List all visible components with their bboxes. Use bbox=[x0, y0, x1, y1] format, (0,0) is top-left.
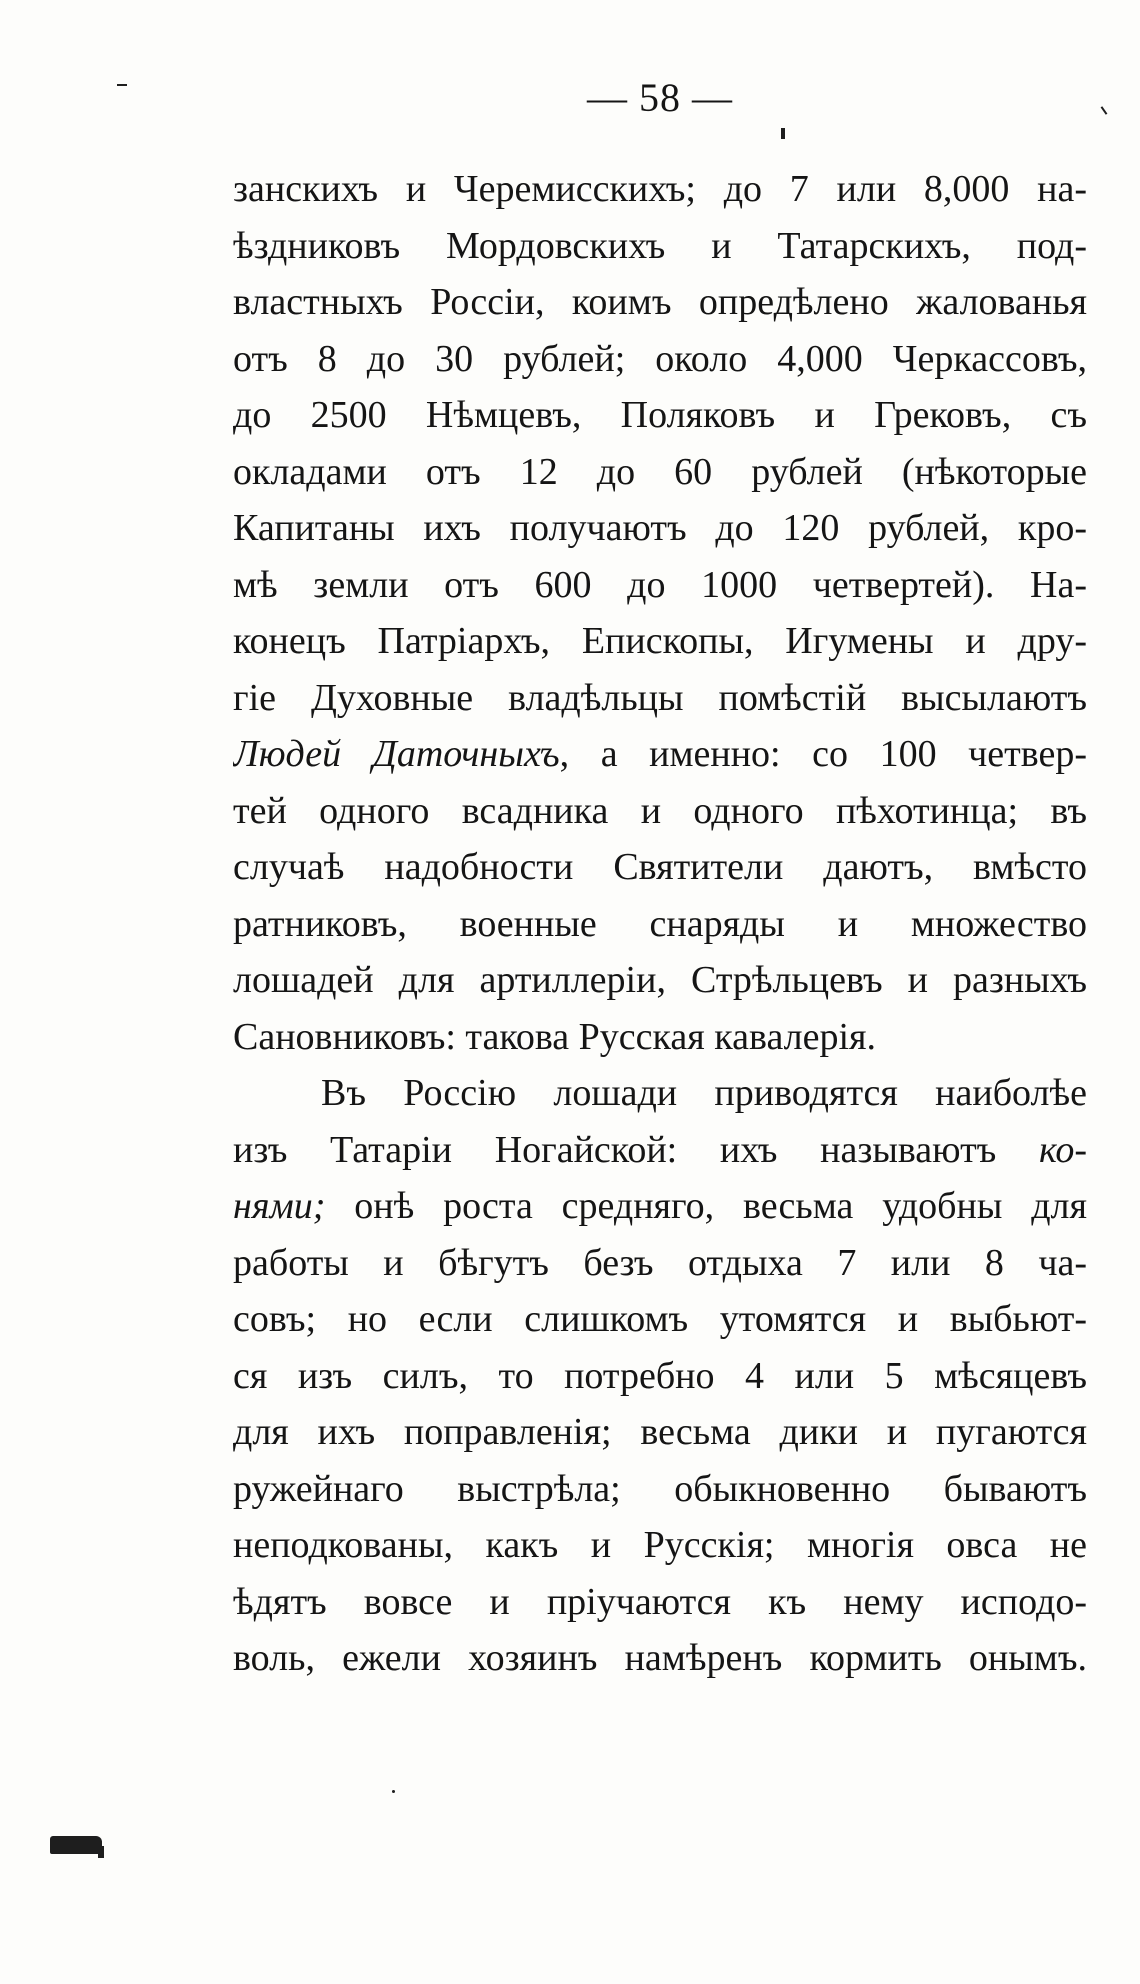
text-run: совъ; но если слишкомъ утомятся и выбьют- bbox=[233, 1298, 1087, 1340]
text-line bbox=[233, 1065, 1087, 1122]
text-run: онѣ роста средняго, весьма удобны для bbox=[325, 1185, 1087, 1227]
text-run: изъ Татаріи Ногайской: ихъ называютъ bbox=[233, 1128, 1040, 1171]
italic-text: ко- bbox=[1039, 1128, 1087, 1171]
text-run: ратниковъ, военные снаряды и множество bbox=[233, 902, 1087, 945]
text-run: Капитаны ихъ получаютъ до 120 рублей, кро- bbox=[233, 507, 1087, 549]
text-line bbox=[233, 726, 1087, 783]
text-run: воль, ежели хозяинъ намѣренъ кормить онымъ. bbox=[233, 1637, 1087, 1679]
italic-text: Людей Даточныхъ bbox=[233, 733, 560, 775]
text-run: конецъ Патріархъ, Епископы, Игумены и дру- bbox=[233, 620, 1087, 662]
text-line bbox=[233, 1122, 1087, 1179]
text-line bbox=[233, 613, 1087, 670]
text-line bbox=[233, 952, 1087, 1009]
text-run: занскихъ и Черемисскихъ; до 7 или 8,000 на- bbox=[233, 168, 1087, 210]
text-line bbox=[233, 387, 1087, 444]
text-run: тей одного всадника и одного пѣхотинца; въ bbox=[233, 789, 1087, 832]
scan-speck bbox=[117, 84, 127, 86]
italic-text: нями; bbox=[233, 1185, 326, 1227]
text-run: , а именно: со 100 четвер- bbox=[559, 733, 1087, 775]
paragraph bbox=[233, 1065, 1087, 1687]
text-line bbox=[233, 1348, 1087, 1405]
text-line bbox=[233, 1574, 1087, 1631]
text-line bbox=[233, 1009, 1087, 1066]
text-line bbox=[233, 1630, 1087, 1687]
text-line bbox=[233, 1404, 1087, 1461]
text-line bbox=[233, 783, 1087, 840]
scan-speck bbox=[1101, 106, 1108, 115]
text-line bbox=[233, 1178, 1087, 1235]
text-line bbox=[233, 218, 1087, 275]
text-line bbox=[233, 1517, 1087, 1574]
text-line bbox=[233, 331, 1087, 388]
text-line bbox=[233, 670, 1087, 727]
scan-speck bbox=[392, 1790, 395, 1793]
text-line bbox=[233, 1291, 1087, 1348]
text-run: властныхъ Россіи, коимъ опредѣлено жалованья bbox=[233, 281, 1087, 323]
text-run: Въ Россію лошади приводятся наиболѣе bbox=[321, 1072, 1087, 1114]
text-run: ружейнаго выстрѣла; обыкновенно бываютъ bbox=[233, 1467, 1087, 1510]
text-line bbox=[233, 274, 1087, 331]
text-run: мѣ земли отъ 600 до 1000 четвертей). На- bbox=[233, 563, 1087, 606]
text-run: для ихъ поправленія; весьма дики и пугаются bbox=[233, 1411, 1087, 1453]
text-line bbox=[233, 1461, 1087, 1518]
ink-blot bbox=[98, 1846, 104, 1858]
text-run: неподкованы, какъ и Русскія; многія овса не bbox=[233, 1524, 1087, 1566]
scan-speck bbox=[781, 128, 785, 139]
text-run: гіе Духовные владѣльцы помѣстій высылаютъ bbox=[233, 676, 1087, 719]
page-number: — 58 — bbox=[587, 75, 733, 120]
ink-blot bbox=[50, 1836, 102, 1854]
text-run: до 2500 Нѣмцевъ, Поляковъ и Грековъ, съ bbox=[233, 394, 1087, 436]
text-line bbox=[233, 161, 1087, 218]
text-line bbox=[233, 839, 1087, 896]
text-run: ѣздниковъ Мордовскихъ и Татарскихъ, под- bbox=[233, 224, 1087, 267]
text-line bbox=[233, 557, 1087, 614]
text-line bbox=[233, 896, 1087, 953]
text-body bbox=[233, 161, 1087, 1687]
text-run: работы и бѣгутъ безъ отдыха 7 или 8 ча- bbox=[233, 1241, 1087, 1284]
text-line bbox=[233, 1235, 1087, 1292]
text-run: ѣдятъ вовсе и пріучаются къ нему исподо- bbox=[233, 1580, 1087, 1623]
paragraph bbox=[233, 161, 1087, 1065]
text-run: случаѣ надобности Святители даютъ, вмѣсто bbox=[233, 846, 1087, 888]
text-run: лошадей для артиллеріи, Стрѣльцевъ и разныхъ bbox=[233, 959, 1087, 1001]
text-line bbox=[233, 444, 1087, 501]
text-run: отъ 8 до 30 рублей; около 4,000 Черкассовъ, bbox=[233, 337, 1087, 380]
text-run: Сановниковъ: такова Русская кавалерія. bbox=[233, 1015, 877, 1058]
text-run: окладами отъ 12 до 60 рублей (нѣкоторые bbox=[233, 450, 1087, 493]
text-run: ся изъ силъ, то потребно 4 или 5 мѣсяцевъ bbox=[233, 1354, 1087, 1397]
text-line bbox=[233, 500, 1087, 557]
